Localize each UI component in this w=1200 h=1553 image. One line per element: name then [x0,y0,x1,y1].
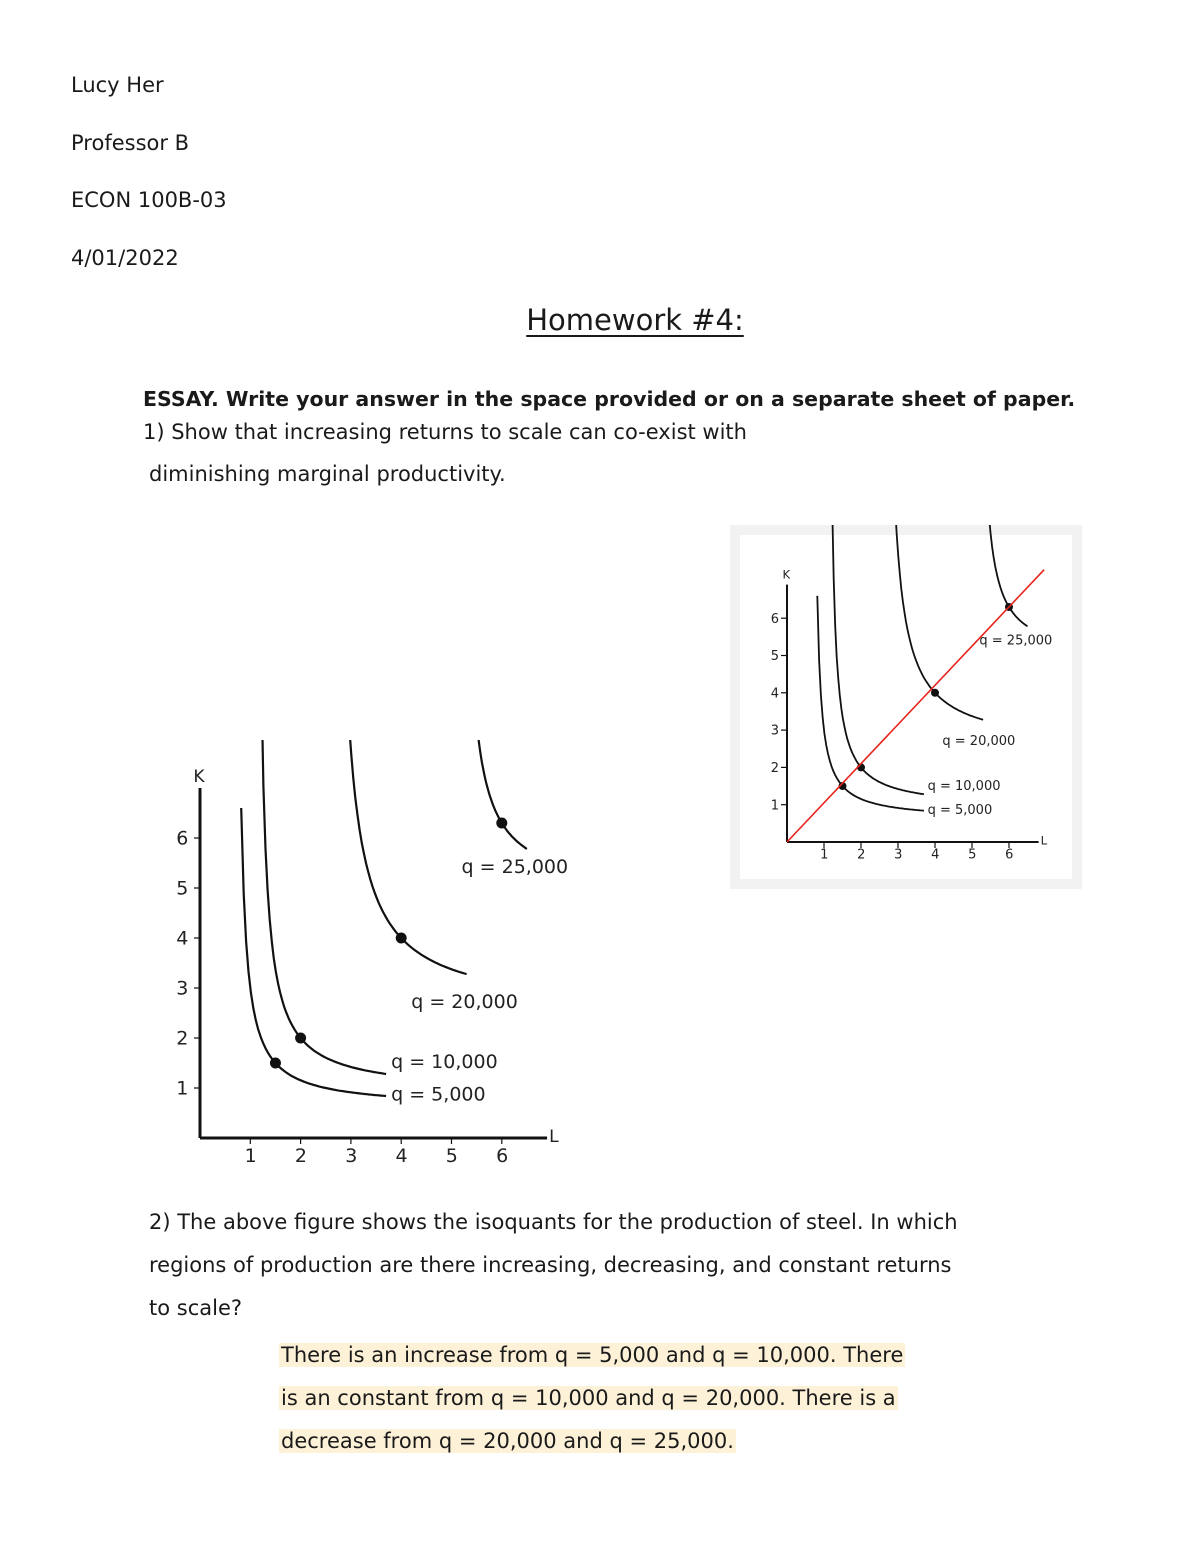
x-tick-label: 5 [968,847,977,863]
question2-line3: to scale? [149,1296,243,1320]
y-tick-label: 5 [176,877,189,900]
y-tick-label: 2 [770,760,780,776]
y-tick-label: 3 [770,723,780,739]
professor-name: Professor B [71,131,190,155]
x-axis-label: L [1040,833,1048,848]
isoquant-chart-small [730,525,1082,889]
x-tick-label: 2 [294,1144,307,1167]
isoquant-label: q = 20,000 [942,734,1016,750]
isoquant-curve-q10000 [832,525,924,794]
x-tick-label: 3 [894,847,903,863]
isoquant-chart-large [150,740,590,1180]
question1-line1: 1) Show that increasing returns to scale can co-exist with [143,420,747,444]
y-tick-label: 5 [770,649,780,665]
y-axis-label: K [193,767,205,787]
equilibrium-point [295,1033,306,1044]
equilibrium-point [396,933,407,944]
page-title: Homework #4: [526,303,744,337]
question2-line1: 2) The above figure shows the isoquants for the production of steel. In which [149,1210,958,1234]
x-tick-label: 2 [857,847,866,863]
y-tick-label: 4 [770,686,780,702]
x-tick-label: 1 [820,847,829,863]
y-tick-label: 1 [176,1077,189,1100]
isoquant-curve-q10000 [261,740,386,1074]
isoquant-label: q = 10,000 [927,778,1001,794]
y-tick-label: 2 [176,1027,189,1050]
answer-line1: There is an increase from q = 5,000 and q = 10,000. There [281,1343,904,1367]
x-tick-label: 6 [496,1144,509,1167]
x-tick-label: 3 [345,1144,358,1167]
answer-line2: is an constant from q = 10,000 and q = 20,000. There is a [281,1386,896,1410]
question2-line2: regions of production are there increasing, decreasing, and constant returns [149,1253,952,1277]
isoquant-label: q = 25,000 [979,633,1053,649]
x-tick-label: 1 [244,1144,257,1167]
x-tick-label: 4 [395,1144,408,1167]
expansion-path-ray [787,570,1044,842]
isoquant-label: q = 25,000 [461,856,569,878]
x-tick-label: 5 [445,1144,458,1167]
x-tick-label: 4 [931,847,940,863]
student-name: Lucy Her [71,73,164,97]
isoquant-figure-with-ray [730,525,1082,889]
isoquant-label: q = 10,000 [391,1051,498,1073]
x-axis-label: L [549,1126,559,1147]
y-tick-label: 6 [176,827,189,850]
x-tick-label: 6 [1005,847,1014,863]
isoquant-label: q = 20,000 [411,991,518,1013]
y-tick-label: 4 [176,927,189,950]
equilibrium-point [931,689,939,697]
isoquant-figure [150,740,590,1180]
y-tick-label: 1 [770,798,780,814]
answer-line3: decrease from q = 20,000 and q = 25,000. [281,1429,734,1453]
equilibrium-point [270,1058,281,1069]
isoquant-label: q = 5,000 [391,1083,486,1106]
equilibrium-point [496,818,507,829]
submission-date: 4/01/2022 [71,246,179,270]
course-code: ECON 100B-03 [71,188,227,212]
essay-instruction: ESSAY. Write your answer in the space provided or on a separate sheet of paper. [143,387,1076,411]
y-axis-label: K [782,567,791,582]
isoquant-curve-q25000 [466,740,527,849]
y-tick-label: 3 [176,977,189,1000]
question1-line2: diminishing marginal productivity. [149,462,506,486]
y-tick-label: 6 [770,611,780,627]
isoquant-label: q = 5,000 [927,803,993,819]
